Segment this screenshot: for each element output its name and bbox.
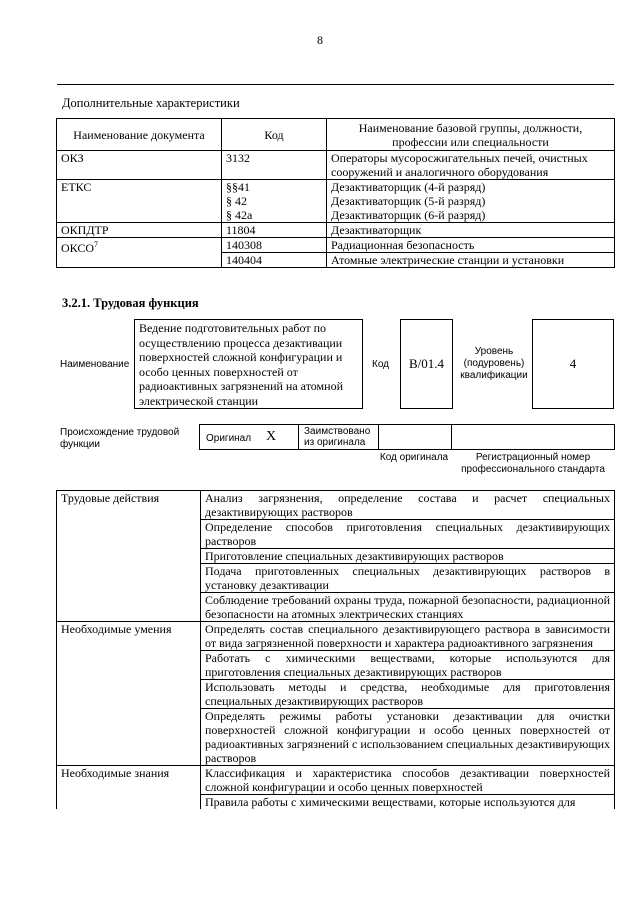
list-item: Приготовление специальных дезактивирующих растворов: [201, 549, 615, 564]
section-title: 3.2.1. Трудовая функция: [62, 296, 199, 310]
table-header-row: [57, 119, 615, 151]
cell-doc: [57, 238, 222, 268]
list-item: Соблюдение требований охраны труда, пожарной безопасности, радиационной безопасности на атомных электрических станциях: [201, 593, 615, 622]
label-knowledge: Необходимые знания: [57, 766, 201, 810]
label-skills: Необходимые умения: [57, 622, 201, 766]
divider: [298, 425, 299, 449]
list-item: Правила работы с химическими веществами, которые используются для: [201, 795, 615, 810]
cell-name: Дезактиваторщик (6-й разряд): [327, 208, 615, 223]
list-item: Анализ загрязнения, определение состава и расчет специальных дезактивирующих растворов: [201, 491, 615, 520]
list-item: Подача приготовленных специальных дезактивирующих растворов в установку дезактивации: [201, 564, 615, 593]
cell-code: § 42а: [222, 208, 327, 223]
function-details-table: [56, 490, 615, 809]
list-item: Определение способов приготовления специальных дезактивирующих растворов: [201, 520, 615, 549]
additional-characteristics-table: [56, 118, 615, 268]
cell-code: 11804: [222, 223, 327, 238]
list-item: Определять режимы работы установки дезактивации для очистки поверхностей сложной конфигурации и особо ценных поверхностей от радиоактивных загрязнений с использованием специальных дезактивирующих растворов: [201, 709, 615, 766]
okso-label: ОКСО: [61, 241, 95, 255]
additional-characteristics-title: Дополнительные характеристики: [62, 96, 240, 110]
table-row: [57, 223, 615, 238]
header-code: Код: [222, 119, 327, 151]
label-labor-actions: Трудовые действия: [57, 491, 201, 622]
cell-name: Радиационная безопасность: [327, 238, 615, 253]
cell-code: 140308: [222, 238, 327, 253]
table-row: [57, 622, 615, 651]
table-row: [57, 151, 615, 180]
list-item: Работать с химическими веществами, которые используются для приготовления специальных дезактивирующих растворов: [201, 651, 615, 680]
cell-doc: ЕТКС: [57, 180, 222, 195]
table-row: [57, 180, 615, 195]
list-item: Классификация и характеристика способов дезактивации поверхностей сложной конфигурации и особо ценных поверхностей: [201, 766, 615, 795]
cell-code: §§41: [222, 180, 327, 195]
cell-doc: ОКПДТР: [57, 223, 222, 238]
reg-number-caption: Регистрационный номер профессионального стандарта: [461, 452, 605, 475]
header-rule: [57, 84, 614, 85]
table-row: [57, 208, 615, 223]
cell-name: Атомные электрические станции и установки: [327, 253, 615, 268]
header-group-name: Наименование базовой группы, должности, профессии или специальности: [327, 119, 615, 151]
cell-code: 3132: [222, 151, 327, 180]
origin-table: [199, 424, 615, 450]
header-document: Наименование документа: [57, 119, 222, 151]
code-value: B/01.4: [408, 356, 445, 371]
original-mark: X: [266, 429, 277, 444]
level-value: 4: [569, 356, 577, 371]
level-label: Уровень (подуровень) квалификации: [460, 346, 528, 381]
table-row: [57, 491, 615, 520]
orig-code-caption: Код оригинала: [379, 452, 449, 463]
cell-doc: [57, 208, 222, 223]
cell-doc: ОКЗ: [57, 151, 222, 180]
cell-doc: [57, 194, 222, 208]
list-item: Использовать методы и средства, необходимые для приготовления специальных дезактивирующих растворов: [201, 680, 615, 709]
borrowed-label: Заимствовано из оригинала: [304, 426, 371, 448]
cell-name: Дезактиваторщик (5-й разряд): [327, 194, 615, 208]
code-box: [400, 319, 453, 409]
cell-name: Дезактиваторщик: [327, 223, 615, 238]
list-item: Определять состав специального дезактивирующего раствора в зависимости от вида загрязненной поверхности и характера радиоактивного загрязнения: [201, 622, 615, 651]
cell-name: Операторы мусоросжигательных печей, очистных сооружений и аналогичного оборудования: [327, 151, 615, 180]
page-number: 8: [317, 33, 323, 47]
table-row: [57, 194, 615, 208]
original-label: Оригинал: [206, 433, 252, 444]
divider: [378, 425, 379, 449]
divider: [451, 425, 452, 449]
cell-code: § 42: [222, 194, 327, 208]
table-row: [57, 766, 615, 795]
table-row: [57, 238, 615, 253]
level-box: [532, 319, 614, 409]
origin-label: Происхождение трудовой функции: [60, 427, 180, 450]
cell-code: 140404: [222, 253, 327, 268]
code-label: Код: [372, 359, 390, 370]
cell-name: Дезактиваторщик (4-й разряд): [327, 180, 615, 195]
footnote-mark: 7: [94, 240, 99, 249]
function-name-box: Ведение подготовительных работ по осуществлению процесса дезактивации поверхностей сложной конфигурации и особо ценных поверхностей от радиоактивных загрязнений на атомной электрической станции: [134, 319, 363, 409]
name-label: Наименование: [60, 359, 130, 370]
